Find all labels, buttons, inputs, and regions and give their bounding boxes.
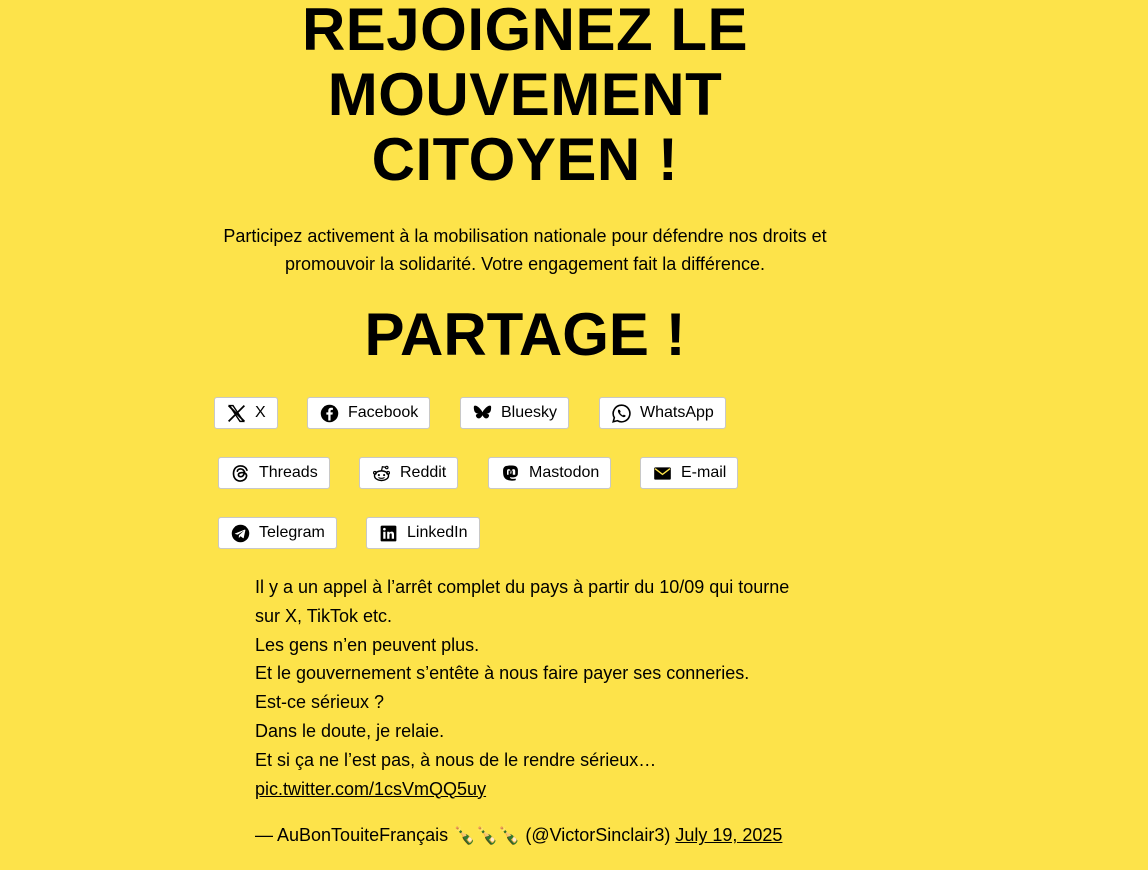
tweet-line: Et si ça ne l’est pas, à nous de le rendre sérieux… [255,749,657,770]
share-button-threads[interactable] [218,457,330,489]
hero-title-line-1: REJOIGNEZ LE [301,0,749,63]
hero-title-line-3: CITOYEN ! [371,126,679,193]
telegram-icon [230,523,251,544]
share-button-reddit[interactable] [359,457,458,489]
share-button-label: LinkedIn [407,524,468,541]
share-button-label: E-mail [681,464,727,481]
hero-title-line-2: MOUVEMENT [327,61,723,128]
email-icon [652,463,673,484]
share-button-label: WhatsApp [640,404,714,421]
threads-icon [230,463,251,484]
tweet-line: Dans le doute, je relaie. [255,720,445,741]
tweet-line: Il y a un appel à l’arrêt complet du pays à partir du 10/09 qui tourne sur X, TikTok etc. [255,577,790,626]
linkedin-icon [378,523,399,544]
mastodon-icon [500,463,521,484]
share-button-facebook[interactable] [307,397,430,429]
tweet-attribution [255,821,815,850]
share-button-email[interactable] [640,457,738,489]
tweet-line: Et le gouvernement s’entête à nous faire payer ses conneries. [255,663,750,684]
whatsapp-icon [611,403,632,424]
share-button-label: Reddit [400,464,447,481]
share-button-label: Facebook [348,404,419,421]
x-icon [226,403,247,424]
facebook-icon [319,403,340,424]
reddit-icon [371,463,392,484]
bluesky-icon [472,403,493,424]
share-button-label: Telegram [259,524,325,541]
hero-subtitle: Participez activement à la mobilisation nationale pour défendre nos droits et promouvoir la solidarité. Votre engagement fait la différence. [223,226,827,274]
share-title: PARTAGE ! [364,301,686,368]
share-button-label: Bluesky [501,404,558,421]
tweet-author: — AuBonTouiteFrançais 🍾🍾🍾 (@VictorSinclair3) [255,825,671,846]
share-button-linkedin[interactable] [366,517,480,549]
tweet-text [255,573,815,803]
share-button-bluesky[interactable] [460,397,569,429]
tweet-line: Est-ce sérieux ? [255,692,385,713]
tweet-line: Les gens n’en peuvent plus. [255,634,480,655]
share-button-label: Threads [259,464,318,481]
share-button-label: X [255,404,266,421]
share-button-x[interactable] [214,397,278,429]
embedded-tweet [255,573,815,850]
hero-title [225,0,825,192]
share-button-mastodon[interactable] [488,457,611,489]
share-button-telegram[interactable] [218,517,337,549]
tweet-date-link[interactable]: July 19, 2025 [675,825,783,846]
tweet-pic-link[interactable]: pic.twitter.com/1csVmQQ5uy [255,778,487,799]
share-button-label: Mastodon [529,464,600,481]
share-button-whatsapp[interactable] [599,397,726,429]
